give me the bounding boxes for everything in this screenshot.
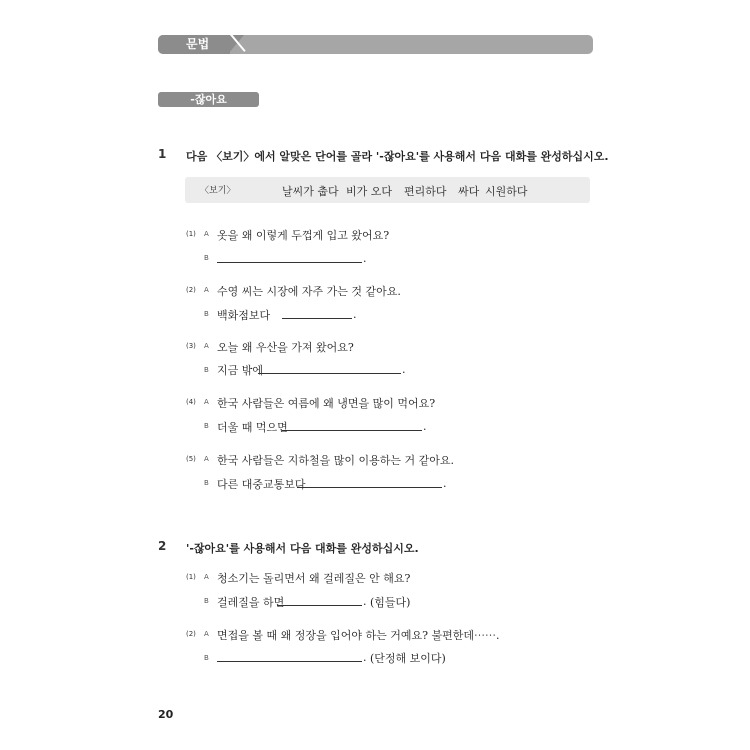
sentence-end: . (363, 651, 367, 664)
example-word: 시원하다 (485, 185, 528, 198)
sentence-end: . (363, 595, 367, 608)
speaker-b-label: B (204, 422, 209, 430)
speaker-a-line: 한국 사람들은 여름에 왜 냉면을 많이 먹어요? (217, 397, 436, 410)
page-number: 20 (158, 708, 174, 721)
section-label: 문법 (158, 35, 230, 54)
hint-verb: (단정해 보이다) (370, 652, 446, 665)
speaker-b-label: B (204, 366, 209, 374)
question-1-instruction: 다음 〈보기〉에서 알맞은 단어를 골라 '-잖아요'를 사용해서 다음 대화를 완성하십시오. (186, 150, 609, 163)
sentence-end: . (443, 477, 447, 490)
answer-blank[interactable] (277, 605, 362, 606)
example-word: 싸다 (458, 185, 480, 198)
speaker-a-line: 수영 씨는 시장에 자주 가는 것 같아요. (217, 285, 401, 298)
speaker-b-prefix: 걸레질을 하면 (217, 596, 285, 609)
answer-blank[interactable] (258, 373, 401, 374)
sentence-end: . (402, 363, 406, 376)
hint-verb: (힘들다) (370, 596, 411, 609)
item-number: (2) (186, 630, 196, 638)
speaker-a-line: 면접을 볼 때 왜 정장을 입어야 하는 거예요? 불편한데⋯⋯. (217, 629, 500, 642)
item-number: (2) (186, 286, 196, 294)
example-box-label: 〈보기〉 (200, 186, 236, 196)
speaker-a-label: A (204, 286, 209, 294)
speaker-b-label: B (204, 310, 209, 318)
speaker-a-label: A (204, 230, 209, 238)
example-word: 비가 오다 (346, 185, 393, 198)
speaker-b-label: B (204, 597, 209, 605)
sentence-end: . (363, 252, 367, 265)
item-number: (1) (186, 230, 196, 238)
speaker-a-label: A (204, 573, 209, 581)
speaker-a-line: 청소기는 돌리면서 왜 걸레질은 안 해요? (217, 572, 411, 585)
answer-blank[interactable] (282, 318, 352, 319)
item-number: (1) (186, 573, 196, 581)
speaker-a-line: 한국 사람들은 지하철을 많이 이용하는 거 같아요. (217, 454, 454, 467)
speaker-a-label: A (204, 630, 209, 638)
answer-blank[interactable] (217, 262, 362, 263)
sentence-end: . (423, 420, 427, 433)
speaker-b-label: B (204, 479, 209, 487)
speaker-a-label: A (204, 455, 209, 463)
speaker-a-line: 옷을 왜 이렇게 두껍게 입고 왔어요? (217, 229, 390, 242)
answer-blank[interactable] (297, 487, 442, 488)
example-word: 날씨가 춥다 (282, 185, 339, 198)
item-number: (5) (186, 455, 196, 463)
speaker-b-label: B (204, 254, 209, 262)
topic-label: -잖아요 (158, 92, 259, 107)
question-2-instruction: '-잖아요'를 사용해서 다음 대화를 완성하십시오. (186, 542, 419, 555)
section-tab-notch (228, 35, 244, 54)
item-number: (3) (186, 342, 196, 350)
speaker-a-label: A (204, 398, 209, 406)
answer-blank[interactable] (282, 430, 422, 431)
example-word: 편리하다 (404, 185, 447, 198)
sentence-end: . (353, 308, 357, 321)
speaker-a-line: 오늘 왜 우산을 가져 왔어요? (217, 341, 354, 354)
answer-blank[interactable] (217, 661, 362, 662)
speaker-b-prefix: 백화점보다 (217, 309, 271, 322)
question-1-number: 1 (158, 147, 167, 161)
speaker-b-prefix: 다른 대중교통보다 (217, 478, 306, 491)
speaker-b-label: B (204, 654, 209, 662)
speaker-b-prefix: 더울 때 먹으면 (217, 421, 288, 434)
speaker-b-prefix: 지금 밖에 (217, 364, 264, 377)
question-2-number: 2 (158, 539, 167, 553)
item-number: (4) (186, 398, 196, 406)
speaker-a-label: A (204, 342, 209, 350)
